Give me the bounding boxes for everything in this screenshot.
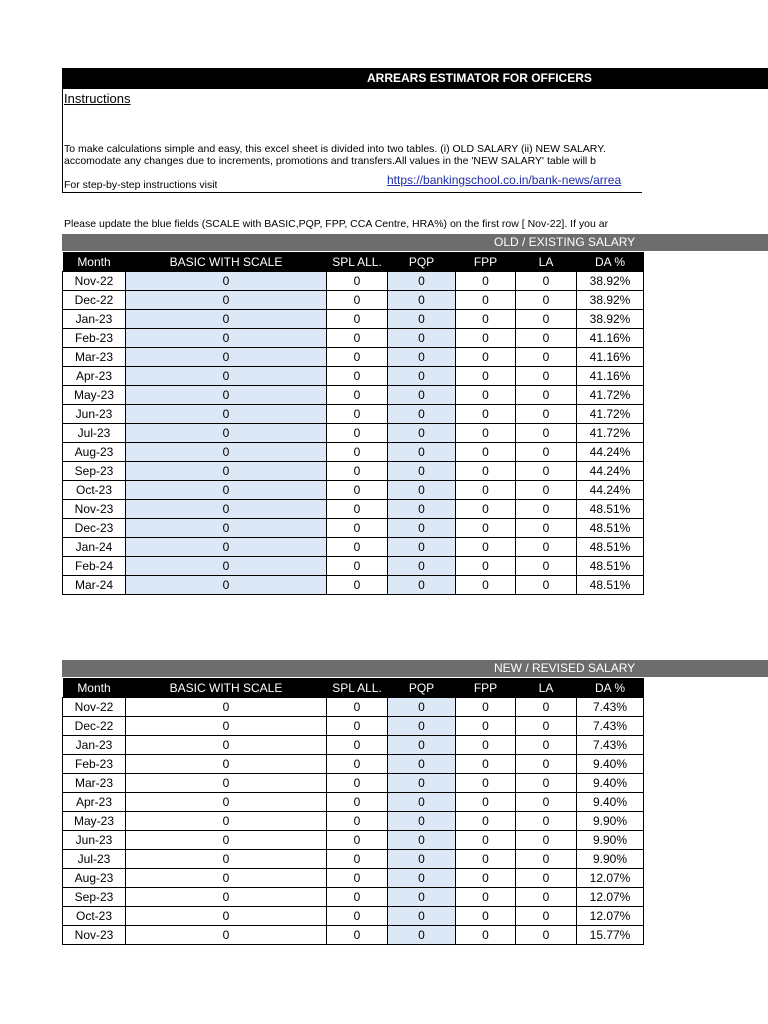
month-cell: May-23	[63, 386, 126, 405]
da-percent-cell: 7.43%	[577, 736, 644, 755]
table-row	[63, 329, 644, 348]
basic-with-scale-cell: 0	[126, 812, 327, 831]
header-da-percent: DA %	[577, 678, 644, 698]
table-row	[63, 888, 644, 907]
la-cell: 0	[516, 888, 577, 907]
pqp-cell[interactable]: 0	[388, 386, 456, 405]
month-cell: Jul-23	[63, 850, 126, 869]
spl-all-cell: 0	[327, 557, 388, 576]
pqp-cell[interactable]: 0	[388, 774, 456, 793]
month-cell: Feb-23	[63, 329, 126, 348]
la-cell: 0	[516, 386, 577, 405]
table-row	[63, 462, 644, 481]
la-cell: 0	[516, 850, 577, 869]
instructions-line-1: To make calculations simple and easy, this excel sheet is divided into two tables. (i) OLD SALARY (ii) NEW SALARY.	[64, 143, 606, 155]
month-cell: Jul-23	[63, 424, 126, 443]
old-salary-label: OLD / EXISTING SALARY	[494, 235, 636, 249]
da-percent-cell: 12.07%	[577, 869, 644, 888]
basic-with-scale-cell[interactable]: 0	[126, 576, 327, 595]
spl-all-cell: 0	[327, 462, 388, 481]
basic-with-scale-cell[interactable]: 0	[126, 386, 327, 405]
fpp-cell: 0	[456, 272, 516, 291]
month-cell: Oct-23	[63, 907, 126, 926]
pqp-cell[interactable]: 0	[388, 831, 456, 850]
fpp-cell: 0	[456, 888, 516, 907]
da-percent-cell: 44.24%	[577, 481, 644, 500]
basic-with-scale-cell[interactable]: 0	[126, 405, 327, 424]
instructions-heading: Instructions	[64, 91, 131, 106]
la-cell: 0	[516, 926, 577, 945]
basic-with-scale-cell: 0	[126, 907, 327, 926]
da-percent-cell: 7.43%	[577, 698, 644, 717]
fpp-cell: 0	[456, 812, 516, 831]
page-title: ARREARS ESTIMATOR FOR OFFICERS	[367, 71, 592, 85]
la-cell: 0	[516, 405, 577, 424]
la-cell: 0	[516, 907, 577, 926]
da-percent-cell: 48.51%	[577, 576, 644, 595]
fpp-cell: 0	[456, 717, 516, 736]
pqp-cell[interactable]: 0	[388, 519, 456, 538]
table-row	[63, 310, 644, 329]
fpp-cell: 0	[456, 850, 516, 869]
pqp-cell[interactable]: 0	[388, 793, 456, 812]
table-row	[63, 348, 644, 367]
table-row	[63, 907, 644, 926]
table-row	[63, 576, 644, 595]
month-cell: Nov-23	[63, 926, 126, 945]
month-cell: Oct-23	[63, 481, 126, 500]
pqp-cell[interactable]: 0	[388, 538, 456, 557]
da-percent-cell: 9.90%	[577, 850, 644, 869]
la-cell: 0	[516, 481, 577, 500]
table-row	[63, 812, 644, 831]
basic-with-scale-cell[interactable]: 0	[126, 481, 327, 500]
table-row	[63, 386, 644, 405]
pqp-cell[interactable]: 0	[388, 869, 456, 888]
fpp-cell: 0	[456, 698, 516, 717]
la-cell: 0	[516, 291, 577, 310]
da-percent-cell: 48.51%	[577, 557, 644, 576]
table-row	[63, 443, 644, 462]
pqp-cell[interactable]: 0	[388, 291, 456, 310]
table-row	[63, 519, 644, 538]
header-month: Month	[63, 252, 126, 272]
month-cell: Dec-22	[63, 717, 126, 736]
month-cell: Mar-23	[63, 774, 126, 793]
spl-all-cell: 0	[327, 774, 388, 793]
table-row	[63, 367, 644, 386]
da-percent-cell: 38.92%	[577, 291, 644, 310]
month-cell: Mar-24	[63, 576, 126, 595]
pqp-cell[interactable]: 0	[388, 755, 456, 774]
pqp-cell[interactable]: 0	[388, 850, 456, 869]
spl-all-cell: 0	[327, 698, 388, 717]
table-row	[63, 793, 644, 812]
pqp-cell[interactable]: 0	[388, 576, 456, 595]
basic-with-scale-cell[interactable]: 0	[126, 272, 327, 291]
basic-with-scale-cell: 0	[126, 717, 327, 736]
spl-all-cell: 0	[327, 850, 388, 869]
fpp-cell: 0	[456, 538, 516, 557]
basic-with-scale-cell: 0	[126, 793, 327, 812]
basic-with-scale-cell[interactable]: 0	[126, 329, 327, 348]
month-cell: Apr-23	[63, 367, 126, 386]
da-percent-cell: 44.24%	[577, 462, 644, 481]
spl-all-cell: 0	[327, 405, 388, 424]
pqp-cell[interactable]: 0	[388, 812, 456, 831]
visit-text: For step-by-step instructions visit	[64, 179, 218, 191]
pqp-cell[interactable]: 0	[388, 443, 456, 462]
da-percent-cell: 12.07%	[577, 888, 644, 907]
table-row	[63, 538, 644, 557]
spl-all-cell: 0	[327, 831, 388, 850]
table-header-row	[63, 678, 644, 698]
header-la: LA	[516, 252, 577, 272]
da-percent-cell: 41.72%	[577, 386, 644, 405]
pqp-cell[interactable]: 0	[388, 462, 456, 481]
pqp-cell[interactable]: 0	[388, 888, 456, 907]
header-pqp: PQP	[388, 678, 456, 698]
spl-all-cell: 0	[327, 310, 388, 329]
fpp-cell: 0	[456, 831, 516, 850]
month-cell: Feb-23	[63, 755, 126, 774]
basic-with-scale-cell[interactable]: 0	[126, 557, 327, 576]
basic-with-scale-cell[interactable]: 0	[126, 538, 327, 557]
header-fpp: FPP	[456, 252, 516, 272]
la-cell: 0	[516, 310, 577, 329]
basic-with-scale-cell[interactable]: 0	[126, 462, 327, 481]
fpp-cell: 0	[456, 481, 516, 500]
table-row	[63, 926, 644, 945]
da-percent-cell: 41.72%	[577, 405, 644, 424]
spl-all-cell: 0	[327, 717, 388, 736]
old-salary-table	[62, 252, 644, 595]
month-cell: Sep-23	[63, 888, 126, 907]
month-cell: Jan-23	[63, 310, 126, 329]
spl-all-cell: 0	[327, 500, 388, 519]
basic-with-scale-cell: 0	[126, 698, 327, 717]
pqp-cell[interactable]: 0	[388, 926, 456, 945]
month-cell: Dec-23	[63, 519, 126, 538]
table-row	[63, 736, 644, 755]
title-bar	[62, 68, 768, 89]
month-cell: Nov-22	[63, 272, 126, 291]
spl-all-cell: 0	[327, 736, 388, 755]
la-cell: 0	[516, 698, 577, 717]
la-cell: 0	[516, 736, 577, 755]
la-cell: 0	[516, 576, 577, 595]
basic-with-scale-cell: 0	[126, 926, 327, 945]
left-border	[62, 89, 63, 193]
la-cell: 0	[516, 367, 577, 386]
da-percent-cell: 15.77%	[577, 926, 644, 945]
la-cell: 0	[516, 462, 577, 481]
la-cell: 0	[516, 831, 577, 850]
table-row	[63, 850, 644, 869]
new-salary-table	[62, 678, 644, 945]
pqp-cell[interactable]: 0	[388, 272, 456, 291]
basic-with-scale-cell: 0	[126, 850, 327, 869]
month-cell: Sep-23	[63, 462, 126, 481]
da-percent-cell: 41.16%	[577, 329, 644, 348]
spl-all-cell: 0	[327, 755, 388, 774]
la-cell: 0	[516, 793, 577, 812]
la-cell: 0	[516, 443, 577, 462]
fpp-cell: 0	[456, 557, 516, 576]
table-row	[63, 755, 644, 774]
la-cell: 0	[516, 519, 577, 538]
basic-with-scale-cell: 0	[126, 869, 327, 888]
new-salary-body	[63, 698, 644, 945]
fpp-cell: 0	[456, 443, 516, 462]
basic-with-scale-cell[interactable]: 0	[126, 519, 327, 538]
la-cell: 0	[516, 774, 577, 793]
spl-all-cell: 0	[327, 519, 388, 538]
fpp-cell: 0	[456, 405, 516, 424]
spl-all-cell: 0	[327, 888, 388, 907]
da-percent-cell: 44.24%	[577, 443, 644, 462]
header-spl-all: SPL ALL.	[327, 252, 388, 272]
spl-all-cell: 0	[327, 272, 388, 291]
basic-with-scale-cell[interactable]: 0	[126, 348, 327, 367]
spl-all-cell: 0	[327, 348, 388, 367]
table-header-row	[63, 252, 644, 272]
instructions-line-2: accomodate any changes due to increments, promotions and transfers.All values in the 'NEW SALARY' table will b	[64, 155, 597, 167]
pqp-cell[interactable]: 0	[388, 367, 456, 386]
da-percent-cell: 38.92%	[577, 272, 644, 291]
pqp-cell[interactable]: 0	[388, 557, 456, 576]
la-cell: 0	[516, 500, 577, 519]
month-cell: May-23	[63, 812, 126, 831]
spl-all-cell: 0	[327, 926, 388, 945]
month-cell: Nov-22	[63, 698, 126, 717]
fpp-cell: 0	[456, 386, 516, 405]
pqp-cell[interactable]: 0	[388, 310, 456, 329]
da-percent-cell: 9.40%	[577, 793, 644, 812]
pqp-cell[interactable]: 0	[388, 717, 456, 736]
spl-all-cell: 0	[327, 538, 388, 557]
fpp-cell: 0	[456, 576, 516, 595]
fpp-cell: 0	[456, 907, 516, 926]
fpp-cell: 0	[456, 367, 516, 386]
basic-with-scale-cell: 0	[126, 774, 327, 793]
basic-with-scale-cell[interactable]: 0	[126, 500, 327, 519]
spl-all-cell: 0	[327, 291, 388, 310]
spl-all-cell: 0	[327, 812, 388, 831]
month-cell: Nov-23	[63, 500, 126, 519]
fpp-cell: 0	[456, 755, 516, 774]
fpp-cell: 0	[456, 462, 516, 481]
pqp-cell[interactable]: 0	[388, 424, 456, 443]
pqp-cell[interactable]: 0	[388, 405, 456, 424]
basic-with-scale-cell: 0	[126, 888, 327, 907]
spl-all-cell: 0	[327, 386, 388, 405]
header-month: Month	[63, 678, 126, 698]
month-cell: Feb-24	[63, 557, 126, 576]
spl-all-cell: 0	[327, 424, 388, 443]
spl-all-cell: 0	[327, 793, 388, 812]
table-row	[63, 831, 644, 850]
table-row	[63, 291, 644, 310]
da-percent-cell: 41.16%	[577, 348, 644, 367]
table-row	[63, 500, 644, 519]
la-cell: 0	[516, 348, 577, 367]
spl-all-cell: 0	[327, 481, 388, 500]
header-basic-with-scale: BASIC WITH SCALE	[126, 252, 327, 272]
basic-with-scale-cell: 0	[126, 831, 327, 850]
header-spl-all: SPL ALL.	[327, 678, 388, 698]
old-salary-band	[62, 234, 768, 251]
month-cell: Aug-23	[63, 869, 126, 888]
instructions-link[interactable]: https://bankingschool.co.in/bank-news/arrea	[387, 173, 622, 187]
spl-all-cell: 0	[327, 443, 388, 462]
month-cell: Mar-23	[63, 348, 126, 367]
da-percent-cell: 9.90%	[577, 831, 644, 850]
spl-all-cell: 0	[327, 367, 388, 386]
month-cell: Jan-24	[63, 538, 126, 557]
table-row	[63, 717, 644, 736]
la-cell: 0	[516, 272, 577, 291]
da-percent-cell: 48.51%	[577, 519, 644, 538]
basic-with-scale-cell[interactable]: 0	[126, 310, 327, 329]
old-salary-body	[63, 272, 644, 595]
pqp-cell[interactable]: 0	[388, 736, 456, 755]
fpp-cell: 0	[456, 869, 516, 888]
pqp-cell[interactable]: 0	[388, 907, 456, 926]
header-da-percent: DA %	[577, 252, 644, 272]
month-cell: Jan-23	[63, 736, 126, 755]
basic-with-scale-cell: 0	[126, 755, 327, 774]
pqp-cell[interactable]: 0	[388, 481, 456, 500]
fpp-cell: 0	[456, 424, 516, 443]
da-percent-cell: 9.40%	[577, 755, 644, 774]
la-cell: 0	[516, 755, 577, 774]
pqp-cell[interactable]: 0	[388, 500, 456, 519]
fpp-cell: 0	[456, 519, 516, 538]
month-cell: Jun-23	[63, 405, 126, 424]
basic-with-scale-cell[interactable]: 0	[126, 424, 327, 443]
da-percent-cell: 12.07%	[577, 907, 644, 926]
basic-with-scale-cell[interactable]: 0	[126, 291, 327, 310]
fpp-cell: 0	[456, 291, 516, 310]
header-basic-with-scale: BASIC WITH SCALE	[126, 678, 327, 698]
fpp-cell: 0	[456, 736, 516, 755]
fpp-cell: 0	[456, 329, 516, 348]
basic-with-scale-cell[interactable]: 0	[126, 443, 327, 462]
basic-with-scale-cell[interactable]: 0	[126, 367, 327, 386]
da-percent-cell: 9.90%	[577, 812, 644, 831]
la-cell: 0	[516, 424, 577, 443]
fpp-cell: 0	[456, 926, 516, 945]
la-cell: 0	[516, 329, 577, 348]
header-pqp: PQP	[388, 252, 456, 272]
instructions-bottom-border	[62, 192, 642, 193]
table-row	[63, 698, 644, 717]
da-percent-cell: 7.43%	[577, 717, 644, 736]
spl-all-cell: 0	[327, 329, 388, 348]
basic-with-scale-cell: 0	[126, 736, 327, 755]
fpp-cell: 0	[456, 348, 516, 367]
month-cell: Dec-22	[63, 291, 126, 310]
header-la: LA	[516, 678, 577, 698]
table-row	[63, 557, 644, 576]
la-cell: 0	[516, 812, 577, 831]
pqp-cell[interactable]: 0	[388, 698, 456, 717]
da-percent-cell: 41.16%	[577, 367, 644, 386]
spl-all-cell: 0	[327, 576, 388, 595]
new-salary-label: NEW / REVISED SALARY	[494, 661, 636, 675]
month-cell: Aug-23	[63, 443, 126, 462]
pqp-cell[interactable]: 0	[388, 329, 456, 348]
table-row	[63, 405, 644, 424]
fpp-cell: 0	[456, 310, 516, 329]
da-percent-cell: 41.72%	[577, 424, 644, 443]
la-cell: 0	[516, 557, 577, 576]
table-row	[63, 424, 644, 443]
new-salary-band	[62, 660, 768, 677]
da-percent-cell: 48.51%	[577, 538, 644, 557]
fpp-cell: 0	[456, 500, 516, 519]
la-cell: 0	[516, 538, 577, 557]
table-row	[63, 272, 644, 291]
da-percent-cell: 48.51%	[577, 500, 644, 519]
month-cell: Jun-23	[63, 831, 126, 850]
pqp-cell[interactable]: 0	[388, 348, 456, 367]
update-note: Please update the blue fields (SCALE with BASIC,PQP, FPP, CCA Centre, HRA%) on the first row [ Nov-22]. If you ar	[64, 218, 609, 230]
la-cell: 0	[516, 869, 577, 888]
table-row	[63, 869, 644, 888]
spl-all-cell: 0	[327, 907, 388, 926]
table-row	[63, 774, 644, 793]
la-cell: 0	[516, 717, 577, 736]
header-fpp: FPP	[456, 678, 516, 698]
da-percent-cell: 9.40%	[577, 774, 644, 793]
table-row	[63, 481, 644, 500]
da-percent-cell: 38.92%	[577, 310, 644, 329]
spl-all-cell: 0	[327, 869, 388, 888]
fpp-cell: 0	[456, 774, 516, 793]
fpp-cell: 0	[456, 793, 516, 812]
month-cell: Apr-23	[63, 793, 126, 812]
